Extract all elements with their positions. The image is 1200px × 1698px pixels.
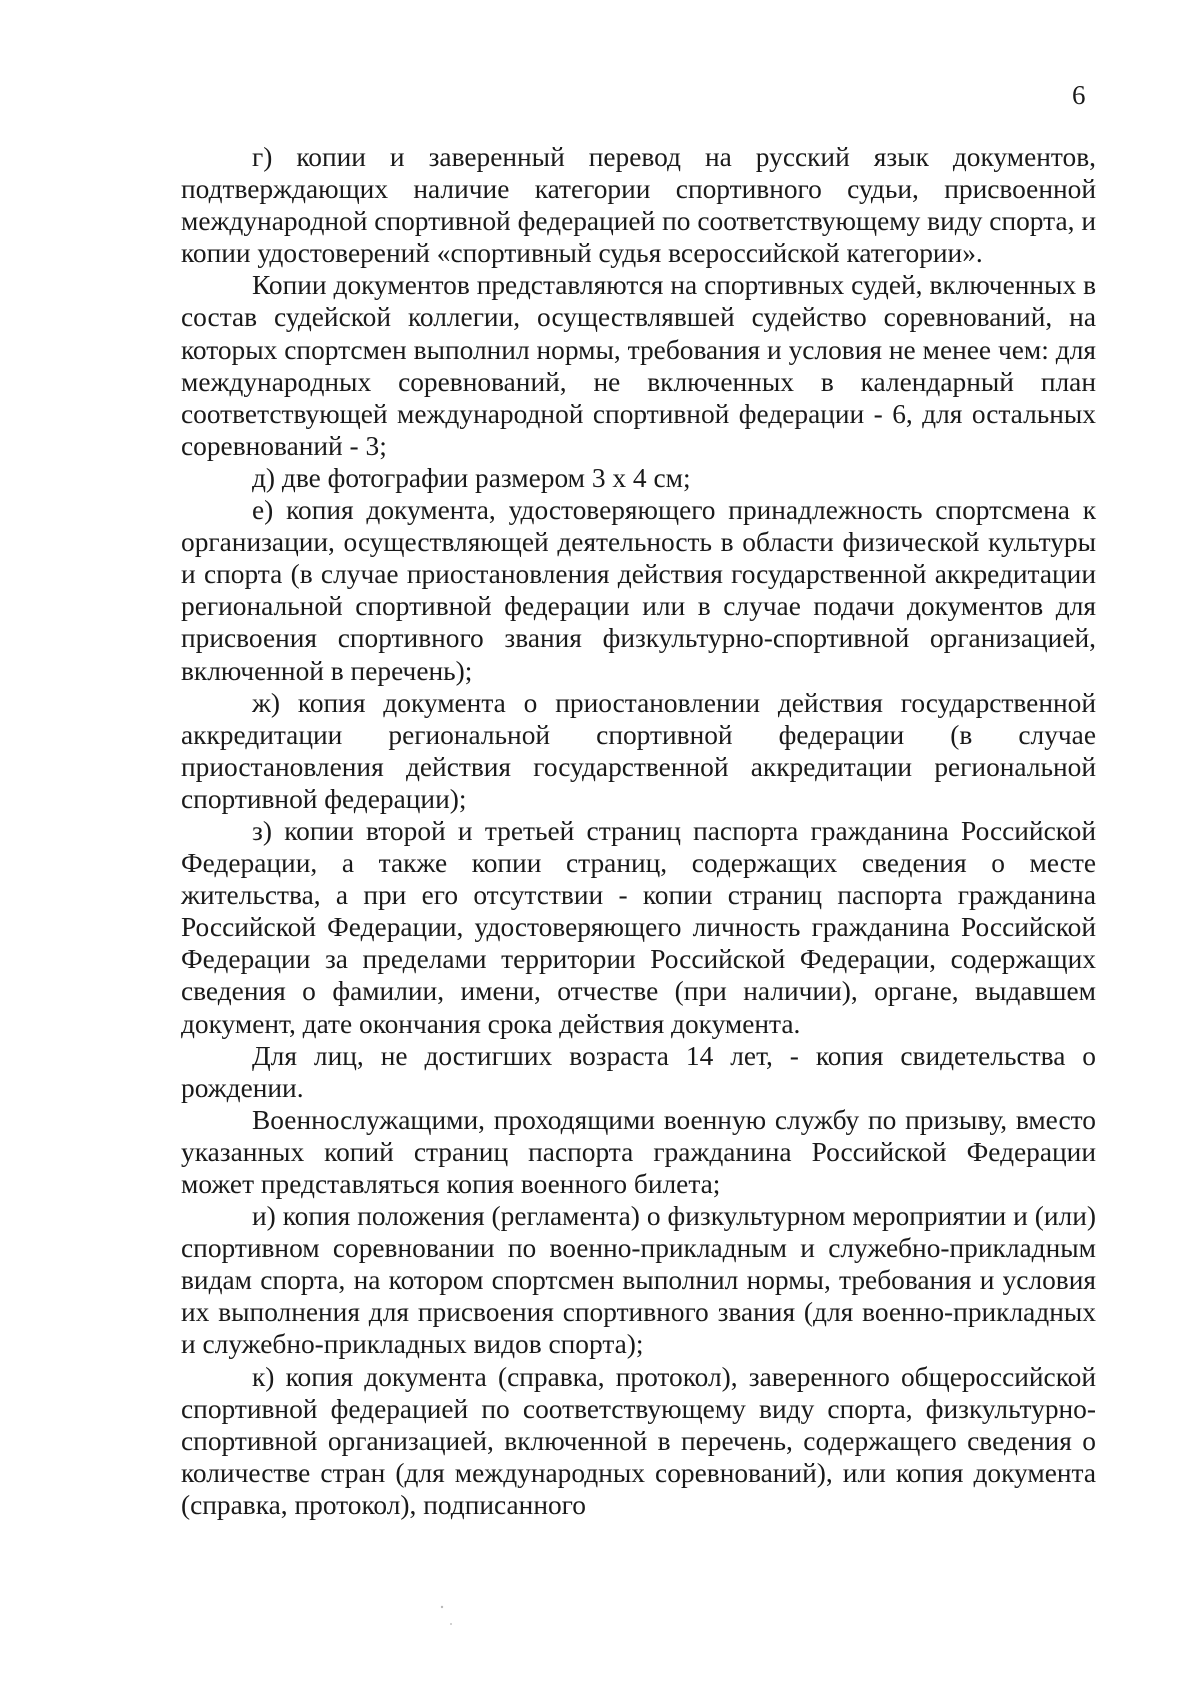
paragraph-k: к) копия документа (справка, протокол), заверенного общероссийской спортивной федерацией по соответствующему виду спорта, физкультурно-спортивной организацией, включенной в перечень, содержащего сведения о количестве стран (для международных соревнований), или копия документа (справка, протокол), подписанного — [181, 1361, 1096, 1520]
paragraph-under-14: Для лиц, не достигших возраста 14 лет, - копия свидетельства о рождении. — [181, 1040, 1096, 1103]
document-body — [181, 141, 1096, 1521]
paragraph-i: и) копия положения (регламента) о физкультурном мероприятии и (или) спортивном соревновании по военно-прикладным и служебно-прикладным видам спорта, на котором спортсмен выполнил нормы, требования и условия их выполнения для присвоения спортивного звания (для военно-прикладных и служебно-прикладных видов спорта); — [181, 1201, 1096, 1360]
paragraph-g: г) копии и заверенный перевод на русский язык документов, подтверждающих наличие категории спортивного судьи, присвоенной международной спортивной федерацией по соответствующему виду спорта, и копии удостоверений «спортивный судья всероссийской категории». — [181, 142, 1096, 269]
paragraph-copies-note: Копии документов представляются на спортивных судей, включенных в состав судейской коллегии, осуществлявшей судейство соревнований, на которых спортсмен выполнил нормы, требования и условия не менее чем: для международных соревнований, не включенных в календарный план соответствующей международной спортивной федерации - 6, для остальных соревнований - 3; — [181, 270, 1096, 461]
paragraph-d: д) две фотографии размером 3 х 4 см; — [252, 462, 691, 493]
paragraph-z: з) копии второй и третьей страниц паспорта гражданина Российской Федерации, а также копии страниц, содержащих сведения о месте жительства, а при его отсутствии - копии страниц паспорта гражданина Российской Федерации, удостоверяющего личность гражданина Российской Федерации за пределами территории Российской Федерации, содержащих сведения о фамилии, имени, отчестве (при наличии), органе, выдавшем документ, дате окончания срока действия документа. — [181, 815, 1096, 1039]
scan-speck — [450, 1623, 452, 1625]
paragraph-zh: ж) копия документа о приостановлении действия государственной аккредитации региональной спортивной федерации (в случае приостановления действия государственной аккредитации региональной спортивной федерации); — [181, 687, 1096, 814]
scan-speck — [441, 1606, 443, 1608]
paragraph-military: Военнослужащими, проходящими военную службу по призыву, вместо указанных копий страниц паспорта гражданина Российской Федерации может представляться копия военного билета; — [181, 1104, 1096, 1199]
page-number: 6 — [1072, 80, 1086, 110]
paragraph-e: е) копия документа, удостоверяющего принадлежность спортсмена к организации, осуществляющей деятельность в области физической культуры и спорта (в случае приостановления действия государственной аккредитации региональной спортивной федерации или в случае подачи документов для присвоения спортивного звания физкультурно-спортивной организацией, включенной в перечень); — [181, 495, 1096, 686]
